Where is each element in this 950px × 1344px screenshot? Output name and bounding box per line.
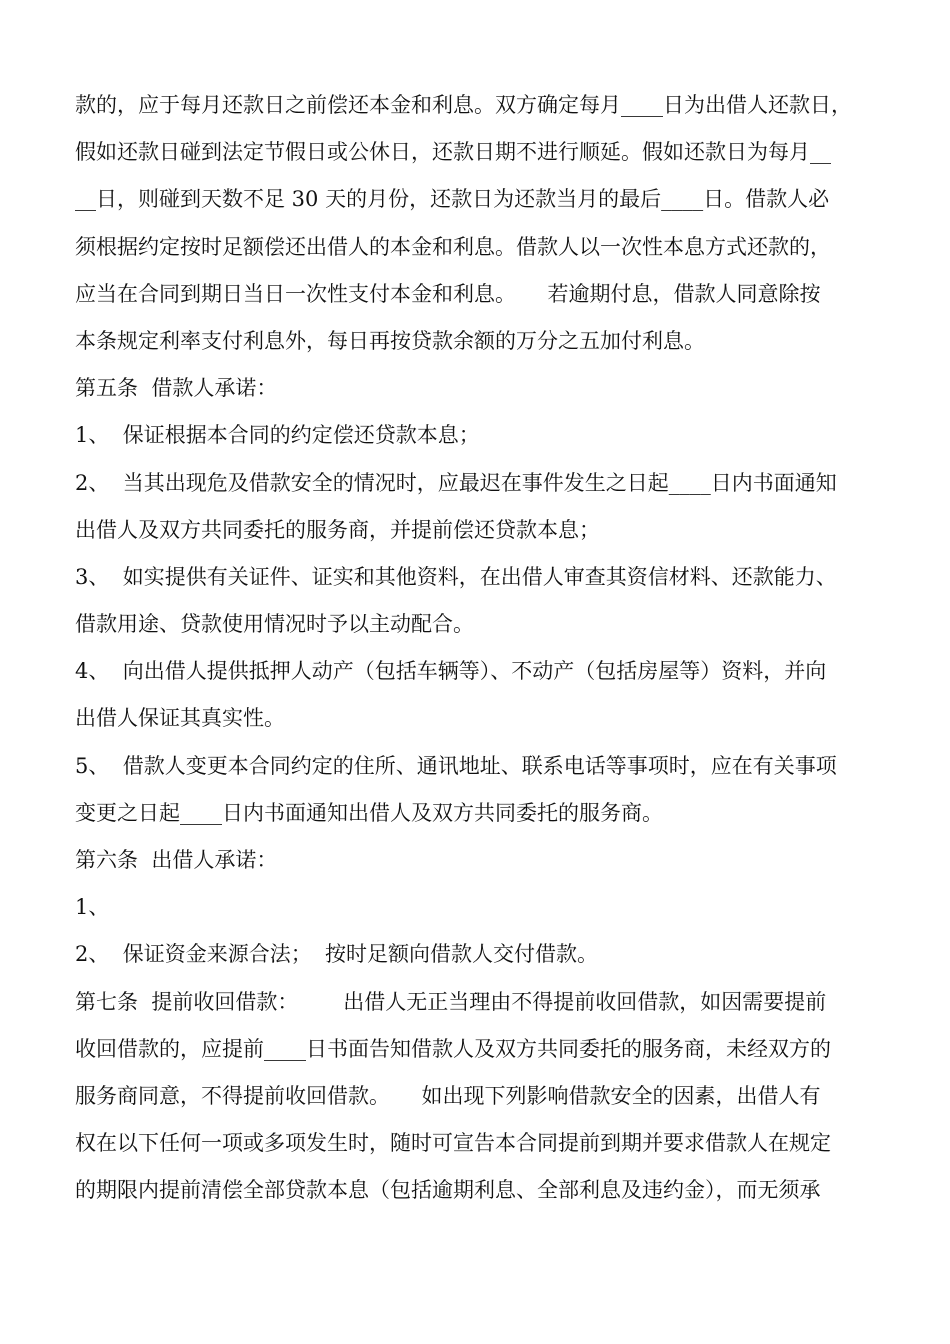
- article-5-item-1: 1、 保证根据本合同的约定偿还贷款本息；: [75, 423, 480, 448]
- article-5-item-4: 4、 向出借人提供抵押人动产（包括车辆等）、不动产（包括房屋等）资料，并向: [75, 659, 827, 684]
- text-line-6: 本条规定利率支付利息外，每日再按贷款余额的万分之五加付利息。: [75, 328, 705, 353]
- text-line-2: 假如还款日碰到法定节假日或公休日，还款日期不进行顺延。假如还款日为每月__: [75, 140, 831, 165]
- article-6-heading: 第六条 出借人承诺：: [75, 848, 278, 872]
- article-7-line-3: 服务商同意，不得提前收回借款。 如出现下列影响借款安全的因素，出借人有: [75, 1083, 821, 1108]
- article-5-item-2-cont: 出借人及双方共同委托的服务商，并提前偿还贷款本息；: [75, 517, 600, 542]
- text-line-5: 应当在合同到期日当日一次性支付本金和利息。 若逾期付息，借款人同意除按: [75, 281, 821, 306]
- article-5-item-5-cont: 变更之日起____日内书面通知出借人及双方共同委托的服务商。: [75, 800, 663, 825]
- article-5-item-4-cont: 出借人保证其真实性。: [75, 706, 285, 731]
- text-line-3: __日，则碰到天数不足 30 天的月份，还款日为还款当月的最后____日。借款人必: [75, 187, 830, 212]
- document-page: [75, 82, 890, 1215]
- article-6-item-1: 1、: [75, 895, 110, 920]
- article-7-line-5: 的期限内提前清偿全部贷款本息（包括逾期利息、全部利息及违约金），而无须承: [75, 1178, 821, 1203]
- article-7-line-4: 权在以下任何一项或多项发生时，随时可宣告本合同提前到期并要求借款人在规定: [75, 1131, 831, 1156]
- article-7-line-2: 收回借款的，应提前____日书面告知借款人及双方共同委托的服务商，未经双方的: [75, 1036, 831, 1061]
- article-5-heading: 第五条 借款人承诺：: [75, 376, 278, 401]
- text-line-4: 须根据约定按时足额偿还出借人的本金和利息。借款人以一次性本息方式还款的，: [75, 234, 831, 259]
- article-5-item-3-cont: 借款用途、贷款使用情况时予以主动配合。: [75, 612, 474, 637]
- article-5-item-2: 2、 当其出现危及借款安全的情况时，应最迟在事件发生之日起____日内书面通知: [75, 470, 837, 495]
- text-line-1: 款的，应于每月还款日之前偿还本金和利息。双方确定每月____日为出借人还款日，: [75, 93, 852, 117]
- article-7-heading: 第七条 提前收回借款： 出借人无正当理由不得提前收回借款，如因需要提前: [75, 989, 827, 1014]
- article-5-item-5: 5、 借款人变更本合同约定的住所、通讯地址、联系电话等事项时，应在有关事项: [75, 753, 837, 778]
- article-5-item-3: 3、 如实提供有关证件、证实和其他资料，在出借人审查其资信材料、还款能力、: [75, 564, 837, 589]
- article-6-item-2: 2、 保证资金来源合法； 按时足额向借款人交付借款。: [75, 942, 599, 967]
